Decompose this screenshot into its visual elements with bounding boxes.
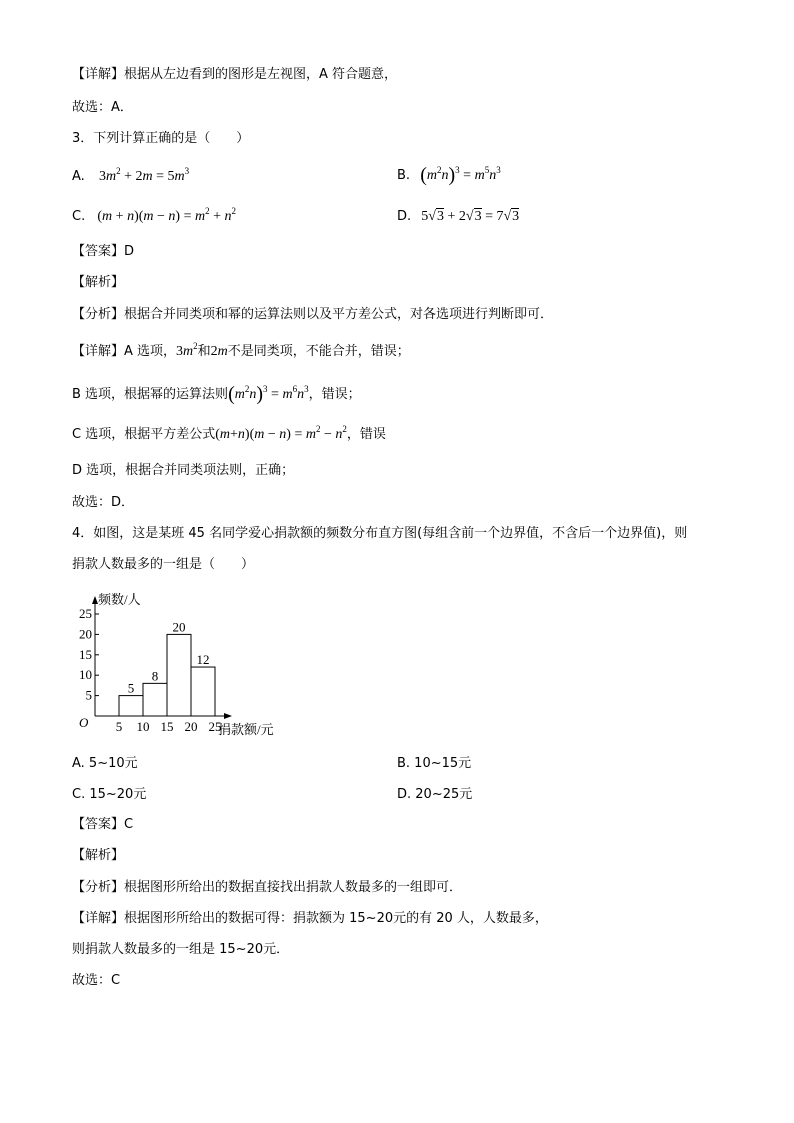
- formula-power: $(m^2n)^3 = m^6n^3$: [228, 383, 309, 405]
- term-2m: 2m: [210, 344, 228, 359]
- x-tick-label: 20: [184, 719, 198, 734]
- q3-option-a-expr: $3m^2 + 2m = 5m^3$: [98, 166, 190, 184]
- formula-diff-squares: $(m+n)(m - n) = m^2 - n^2$: [215, 424, 347, 442]
- q3-detail-a-mid: 和: [197, 344, 211, 359]
- q3-detail-a-pre: 【详解】A 选项，: [72, 344, 177, 359]
- q3-option-a-label: A.: [72, 169, 85, 184]
- q3-option-b-expr: $(m^2n)^3 = m^5n^3$: [420, 164, 501, 186]
- q3-option-d-label: D.: [397, 209, 412, 224]
- q4-detail-line2: 则捐款人数最多的一组是 15~20元．: [72, 942, 290, 957]
- y-tick-label: 25: [79, 606, 92, 621]
- q3-option-c-expr: $(m + n)(m - n) = m^2 + n^2$: [97, 206, 237, 224]
- bar-value-label: 12: [196, 652, 210, 668]
- origin-label: O: [79, 715, 89, 730]
- bar-value-label: 5: [127, 680, 135, 696]
- q4-choice: 故选：C: [72, 973, 121, 988]
- y-tick-label: 20: [79, 626, 92, 642]
- bar: [167, 634, 191, 716]
- y-tick-label: 5: [85, 687, 92, 703]
- q4-option-c: C. 15~20元: [72, 787, 147, 802]
- q4-stem-line1: 4．如图，这是某班 45 名同学爱心捐款额的频数分布直方图(每组含前一个边界值，不含后一个边界值)，则: [72, 526, 688, 541]
- q3-detail-c-pre: C 选项，根据平方差公式: [72, 427, 216, 442]
- bar: [143, 683, 167, 716]
- y-tick-label: 10: [79, 667, 92, 683]
- bar-value-label: 8: [151, 668, 159, 684]
- q3-option-b-label: B.: [397, 168, 411, 183]
- q4-option-a: A. 5~10元: [72, 756, 138, 771]
- q2-choice: 故选：A．: [72, 100, 133, 115]
- q4-detail-line1: 【详解】根据图形所给出的数据可得：捐款额为 15~20元的有 20 人，人数最多，: [72, 911, 548, 926]
- q3-option-c-label: C.: [72, 209, 86, 224]
- q4-option-b: B. 10~15元: [397, 756, 472, 771]
- q4-jiexi: 【解析】: [72, 848, 125, 863]
- x-tick-label: 15: [160, 719, 174, 734]
- q3-jiexi: 【解析】: [72, 275, 125, 290]
- x-tick-label: 10: [136, 719, 150, 734]
- q3-stem: 3．下列计算正确的是（ ）: [72, 131, 250, 146]
- q3-option-c: [72, 208, 236, 226]
- x-axis-label: 捐款额/元: [218, 722, 274, 737]
- term-3m2: $3m^2$: [176, 341, 198, 359]
- q3-option-d: [397, 208, 519, 226]
- q3-detail-b-pre: B 选项，根据幂的运算法则: [72, 387, 229, 402]
- x-tick-label: 25: [208, 719, 222, 734]
- y-tick-label: 15: [79, 646, 92, 662]
- q3-detail-b-post: ，错误；: [308, 387, 361, 402]
- q3-detail-c-post: ，错误: [346, 427, 386, 442]
- y-ticks: [79, 606, 99, 703]
- q3-detail-d: D 选项，根据合并同类项法则，正确；: [72, 463, 295, 478]
- q3-detail-a-post: 不是同类项，不能合并，错误；: [227, 344, 410, 359]
- q3-option-a: [72, 168, 189, 186]
- q3-detail-b: [72, 385, 361, 404]
- x-ticks: [116, 719, 222, 734]
- q4-answer: 【答案】C: [72, 817, 134, 832]
- q3-detail-c: [72, 426, 386, 444]
- q3-option-b: [397, 166, 501, 185]
- y-axis-label: 频数/人: [98, 592, 141, 607]
- x-tick-label: 5: [115, 719, 123, 734]
- q3-detail-a: [72, 343, 410, 361]
- histogram: [72, 590, 292, 740]
- q3-answer: 【答案】D: [72, 244, 135, 259]
- q4-analysis: 【分析】根据图形所给出的数据直接找出捐款人数最多的一组即可．: [72, 880, 463, 895]
- bar: [119, 696, 143, 716]
- q3-choice: 故选：D．: [72, 495, 135, 510]
- bar-value-label: 20: [172, 619, 186, 635]
- q4-option-d: D. 20~25元: [397, 787, 473, 802]
- bar: [191, 667, 215, 716]
- q4-stem-line2: 捐款人数最多的一组是（ ）: [72, 557, 255, 572]
- bars: [119, 634, 215, 716]
- q3-analysis: 【分析】根据合并同类项和幂的运算法则以及平方差公式，对各选项进行判断即可．: [72, 307, 554, 322]
- q3-option-d-expr: 5√3 + 2√3 = 7√3: [421, 209, 520, 224]
- q2-detail: 【详解】根据从左边看到的图形是左视图，A 符合题意，: [72, 67, 398, 82]
- x-axis-arrow: [224, 713, 232, 719]
